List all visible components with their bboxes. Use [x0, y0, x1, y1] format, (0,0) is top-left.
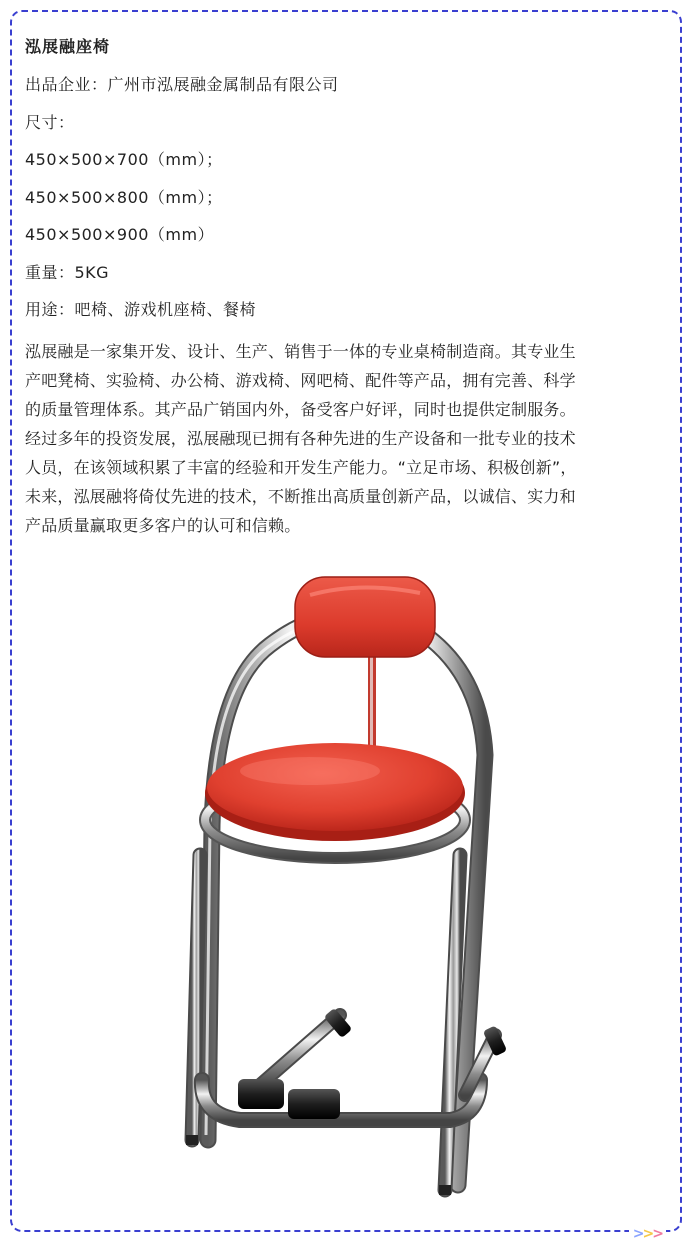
description-line: 产品质量赢取更多客户的认可和信赖。: [25, 515, 301, 535]
maker-line: 出品企业：广州市泓展融金属制品有限公司: [25, 75, 339, 94]
description-line: 未来，泓展融将倚仗先进的技术，不断推出高质量创新产品，以诚信、实力和: [25, 486, 576, 506]
size-line-1: 450×500×700（mm）；: [25, 150, 223, 169]
more-arrows: [629, 1226, 666, 1242]
description-line: 经过多年的投资发展，泓展融现已拥有各种先进的生产设备和一批专业的技术: [25, 428, 576, 448]
size-label: 尺寸：: [25, 112, 75, 132]
bar-chair-image: [160, 575, 540, 1205]
arrow-icon: >: [642, 1226, 653, 1242]
description-line: 泓展融是一家集开发、设计、生产、销售于一体的专业桌椅制造商。其专业生: [25, 341, 576, 361]
product-content: [25, 36, 671, 540]
product-title: 泓展融座椅: [25, 37, 111, 56]
description-line: 人员，在该领域积累了丰富的经验和开发生产能力。“立足市场、积极创新”，: [25, 457, 577, 477]
usage-line: 用途：吧椅、游戏机座椅、餐椅: [25, 300, 257, 319]
weight-line: 重量：5KG: [25, 262, 110, 282]
size-line-3: 450×500×900（mm）: [25, 225, 215, 244]
description-paragraph: [25, 337, 671, 540]
description-line: 的质量管理体系。其产品广销国内外，备受客户好评，同时也提供定制服务。: [25, 399, 576, 419]
bar-chair-illustration: [160, 575, 540, 1205]
arrow-icon: >: [632, 1226, 643, 1242]
size-line-2: 450×500×800（mm）；: [25, 187, 223, 207]
description-line: 产吧凳椅、实验椅、办公椅、游戏椅、网吧椅、配件等产品，拥有完善、科学: [25, 370, 576, 390]
arrow-icon: >: [652, 1226, 662, 1242]
